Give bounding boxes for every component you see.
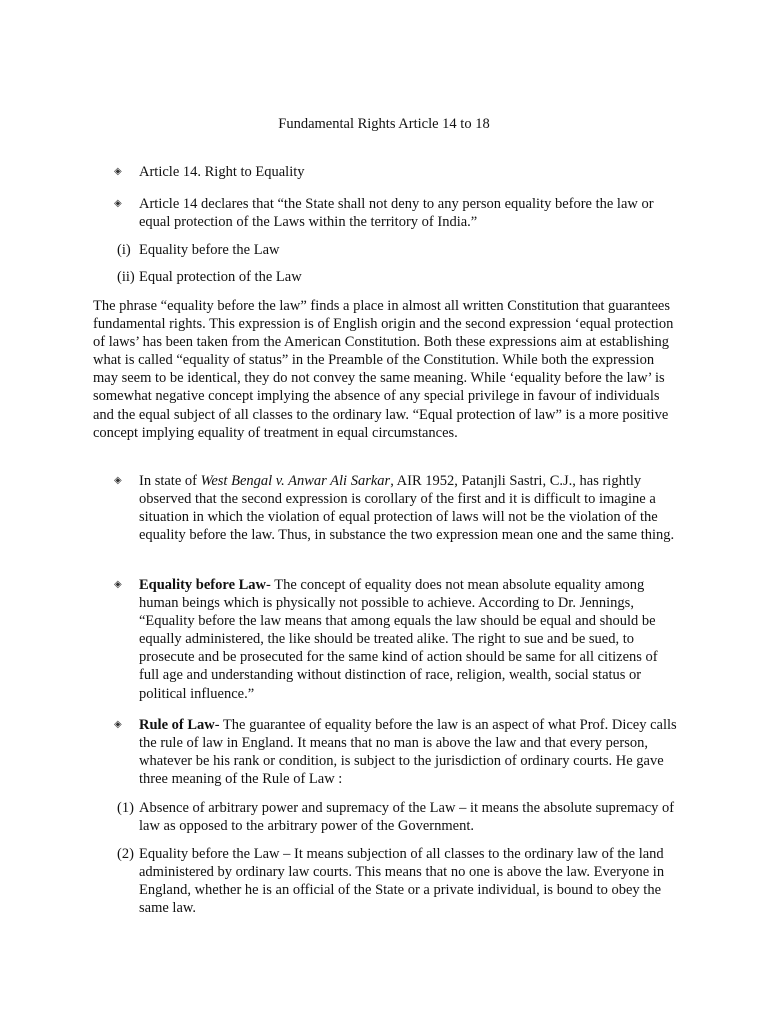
bullet-text: Equality before Law- The concept of equality does not mean absolute equality among human beings which is physically not possible to achieve. According to Dr. Jennings, “Equality before the law means that among equals the law should be equal and should be equally administered, the like should be treated alike. The right to sue and be sued, to prosecute and be prosecuted for the same kind of action should be same for all citizens of full age and understanding without distinction of race, religion, wealth, social status or political influence.” — [139, 577, 658, 702]
diamond-bullet-icon: ◈ — [114, 719, 122, 730]
paragraph-equality-before-law: The phrase “equality before the law” finds a place in almost all written Constitution that guarantees fundamental rights. This expression is of English origin and the second expression ‘equal protection of laws’ has been taken from the American Constitution. Both these expressions aim at establishing what is called “equality of status” in the Preamble of the Constitution. While both the expression may seem to be identical, they do not convey the same meaning. While ‘equality before the law’ is somewhat negative concept implying the absence of any special privilege in favour of individuals and the equal subject of all classes to the ordinary law. “Equal protection of law” is a more positive concept implying equality of treatment in equal circumstances. — [93, 298, 674, 441]
bullet-text: In state of West Bengal v. Anwar Ali Sarkar, AIR 1952, Patanjli Sastri, C.J., has rightly observed that the second expression is corollary of the first and it is difficult to imagine a situation in which the violation of equal protection of laws will not be the violation of the equality before the law. Thus, in substance the two expression mean one and the same thing. — [139, 473, 675, 544]
list-item-i — [117, 241, 679, 259]
bullet-west-bengal-case — [114, 472, 679, 544]
case-name: West Bengal v. Anwar Ali Sarkar — [200, 473, 391, 489]
bullet-heading: Equality before Law — [139, 577, 267, 593]
diamond-bullet-icon: ◈ — [114, 579, 122, 590]
item-number: (2) — [117, 846, 134, 862]
bullet-heading: Rule of Law — [139, 717, 215, 733]
bullet-article-14-declares — [114, 195, 679, 231]
item-text: Absence of arbitrary power and supremacy of the Law – it means the absolute supremacy of law as opposed to the arbitrary power of the Government. — [139, 800, 675, 835]
bullet-equality-before-law — [114, 576, 679, 703]
list-item-1 — [117, 799, 679, 835]
item-number: (1) — [117, 800, 134, 816]
diamond-bullet-icon: ◈ — [114, 166, 122, 177]
diamond-bullet-icon: ◈ — [114, 475, 122, 486]
document-title: Fundamental Rights Article 14 to 18 — [278, 116, 490, 132]
bullet-rule-of-law — [114, 716, 679, 788]
bullet-text: Article 14 declares that “the State shall not deny to any person equality before the law or equal protection of the Laws within the territory of India.” — [139, 196, 654, 231]
bullet-text: Article 14. Right to Equality — [139, 164, 305, 180]
item-number: (i) — [117, 242, 131, 258]
item-text: Equal protection of the Law — [139, 269, 302, 285]
diamond-bullet-icon: ◈ — [114, 198, 122, 209]
bullet-article-14 — [114, 163, 679, 181]
item-text: Equality before the Law – It means subjection of all classes to the ordinary law of the land administered by ordinary law courts. This means that no one is above the law. Everyone in England, whether he is an official of the State or a private individual, is bound to obey the same law. — [139, 846, 665, 917]
item-text: Equality before the Law — [139, 242, 280, 258]
list-item-2 — [117, 845, 679, 917]
item-number: (ii) — [117, 269, 135, 285]
bullet-text: Rule of Law- The guarantee of equality before the law is an aspect of what Prof. Dicey calls the rule of law in England. It means that no man is above the law and that every person, whatever be his rank or condition, is subject to the jurisdiction of ordinary courts. He gave three meaning of the Rule of Law : — [139, 717, 677, 788]
list-item-ii — [117, 268, 679, 286]
